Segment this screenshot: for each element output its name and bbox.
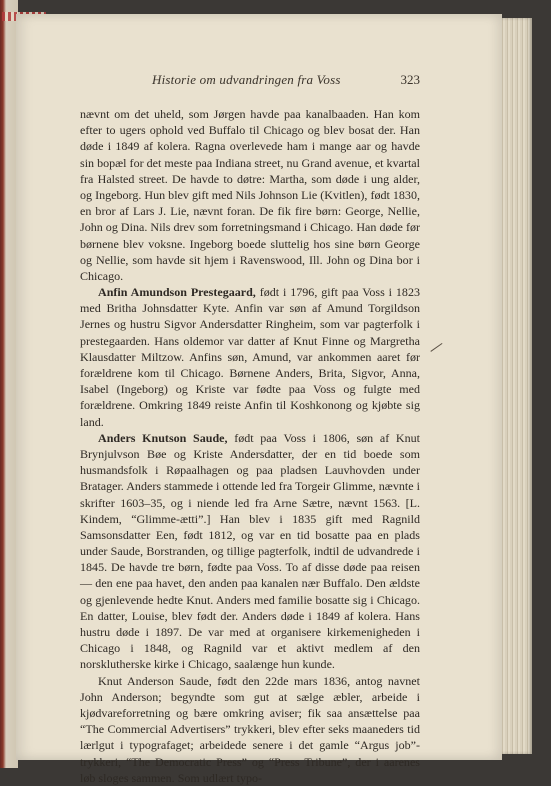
running-title: Historie om udvandringen fra Voss	[152, 72, 341, 87]
paragraph-text: født i 1796, gift paa Voss i 1823 med Britha Johnsdatter Kyte. Anfin var søn af Amund Torgildson Jernes og hustru Sigvor Andersdatter Ringheim, som var pagterfolk i prestegaarden. Hans oldemor var datter af Knut Finne og Margretha Klausdatter Miltzow. Anfins søn, Amund, var ankommen aaret før forældrene kom til Chicago. Børnene Anders, Brita, Sigvor, Anna, Isabel (Ingeborg) og Kriste var fødte paa Voss og fulgte med forældrene. Omkring 1849 reiste Anfin til Koshkonong og kjøbte sig land.	[80, 285, 420, 429]
page-stack-edges	[500, 18, 532, 754]
paragraph-text: Knut Anderson Saude, født den 22de mars 1836, antog navnet John Anderson; begyndte som gut at sælge æbler, arbeide i kjødvareforretning og bære omkring aviser; fik saa ansættelse paa “The Commercial Advertisers” trykkeri, blev efter seks maaneders tid lærlgut i typografaget; arbeidede senere i det gamle “Argus job”-trykkeri, “The Democratic Press” og “Press Tribune”, der i aarenes løb sloges sammen. Som udlært typo-	[80, 673, 420, 785]
entry-name: Anders Knutson Saude,	[98, 430, 228, 445]
paragraph-text: født paa Voss i 1806, søn af Knut Brynjulvson Bøe og Kriste Andersdatter, der en tid boede som husmandsfolk i Røpaalhagen og paa pladsen Lauvhovden under Bratager. Anders stammede i ottende led fra Torgeir Glimme, nævnte i skrifter 1603–35, og i niende led fra Arne Sætre, nævnt 1563. [L. Kindem, “Glimme-ætti”.] Han blev i 1835 gift med Ragnild Samsonsdatter Een, født 1812, og var en tid bosatte paa en plads under Saude, Borstranden, og tillige pagterfolk, indtil de udvandrede i 1845. De havde tre børn, fødte paa Voss. To af disse døde paa reisen — den ene paa havet, den anden paa kanalen nær Buffalo. Den ældste og gjenlevende hedte Knut. Anders med familie bosatte sig i Chicago. En datter, Louise, blev født der. Anders døde i 1849 af kolera. Hans hustru døde i 1897. De var med at organisere kirkemenigheden i Chicago i 1848, og Ragnild var et aktivt medlem af den norsklutherske kirke i Chicago, saalænge hun kunde.	[80, 430, 421, 672]
paragraph-text: nævnt om det uheld, som Jørgen havde paa kanalbaaden. Han kom efter to ugers ophold ved Buffalo til Chicago og blev bosat der. Han døde i 1849 af kolera. Ragna overlevede ham i mange aar og havde sin bopæl for det meste paa Indiana street, nu Grand avenue, et kvartal fra Halsted street. De havde to døtre: Martha, som døde i ung alder, og Ingeborg. Hun blev gift med Nils Johnson Lie (Kvitlen), født 1830, en bror af Lars J. Lie, nævnt foran. De fik fire børn: George, Nellie, John og Dina. Nils drev som forretningsmand i Chicago. Han døde før børnene blev voksne. Ingeborg boede sluttelig hos sine børn George og Nellie, som havde sit hjem i Ravenswood, Ill. John og Dina bor i Chicago.	[80, 107, 420, 283]
paragraph	[80, 430, 420, 673]
page-number: 323	[400, 72, 420, 87]
paragraph	[80, 673, 420, 786]
page-header	[80, 72, 420, 90]
paragraph	[80, 284, 420, 430]
paragraph	[80, 106, 420, 284]
entry-name: Anfin Amundson Prestegaard,	[98, 285, 256, 300]
body-text	[80, 106, 420, 786]
